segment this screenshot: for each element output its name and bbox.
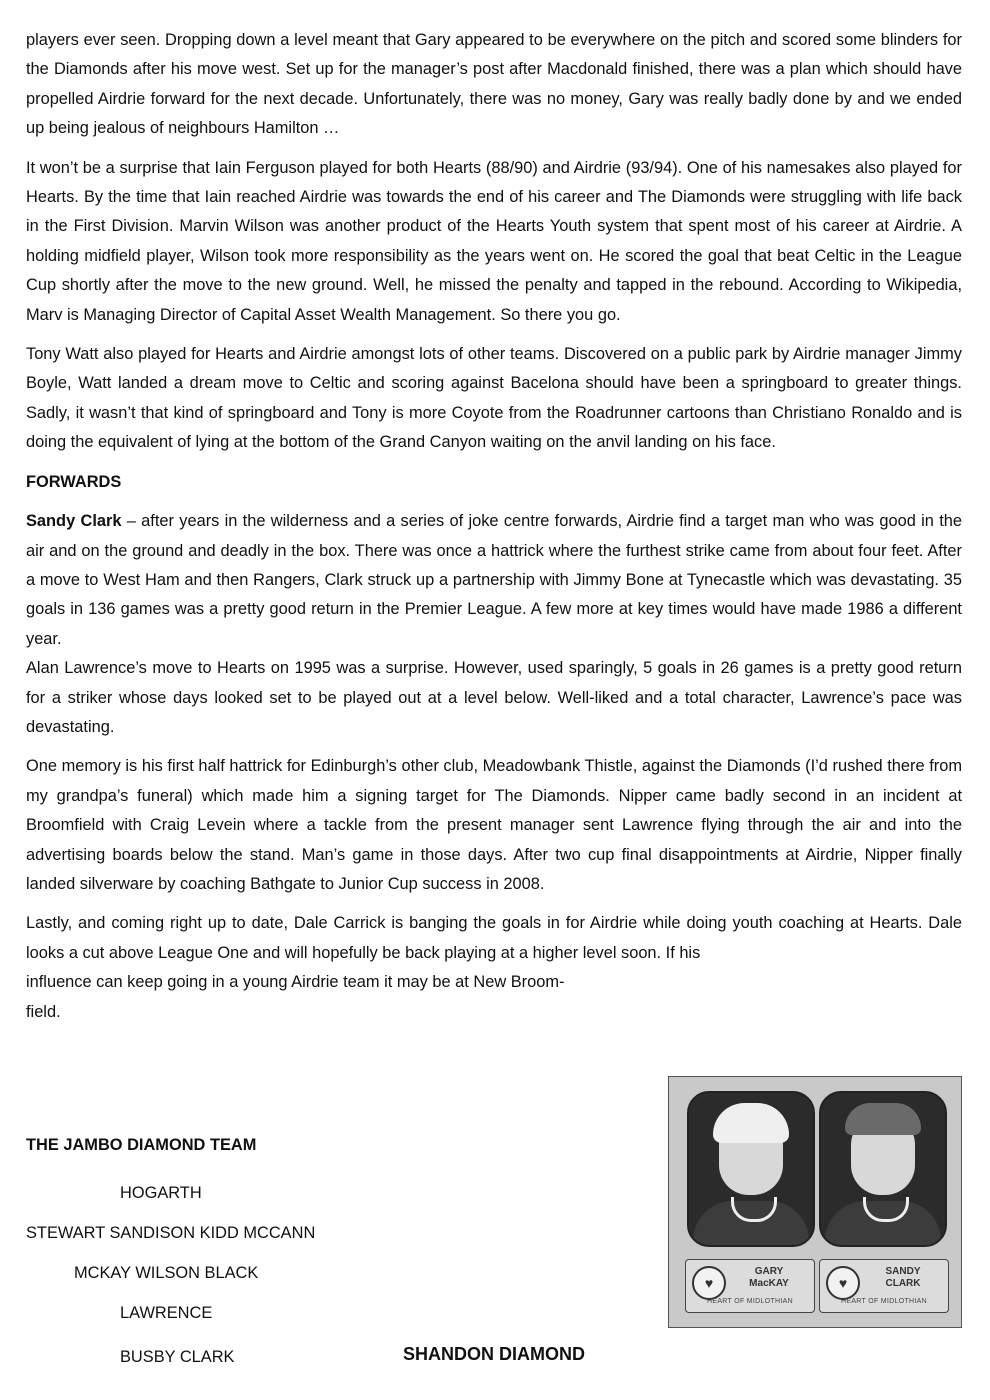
author-signature: SHANDON DIAMOND — [403, 1344, 585, 1364]
hair-shape — [713, 1103, 789, 1143]
club-name: HEART OF MIDLOTHIAN — [707, 1298, 793, 1305]
team-row: LAWRENCE — [120, 1304, 213, 1322]
paragraph: Tony Watt also played for Hearts and Airdrie amongst lots of other teams. Discovered on a public park by Airdrie manager Jimmy Boyle, Watt landed a dream move to Celtic and scoring against Bacelona should have been a springboard to greater things. Sadly, it wasn’t that kind of springboard and Tony is more Coyote from the Roadrunner cartoons than Christiano Ronaldo and is doing the equivalent of lying at the bottom of the Grand Canyon waiting on the anvil landing on his face. — [26, 345, 962, 452]
article-body — [26, 26, 962, 1027]
club-badge — [826, 1266, 860, 1300]
paragraph: field. — [26, 1002, 61, 1021]
hair-shape — [845, 1103, 921, 1135]
club-badge — [692, 1266, 726, 1300]
player-first-name: SANDY — [885, 1266, 921, 1277]
paragraph: players ever seen. Dropping down a level meant that Gary appeared to be everywhere on the pitch and scored some blinders for the Diamonds after his move west. Set up for the manager’s post after Macdonald finished, there was a plan which should have propelled Airdrie forward for the next decade. Unfortunately, there was no money, Gary was really badly done by and we ended up being jealous of neighbours Hamilton … — [26, 31, 962, 138]
heart-crest-icon: ♥ — [704, 1275, 714, 1291]
player-name-plate — [685, 1259, 815, 1313]
paragraph-lead: Sandy Clark — [26, 512, 122, 531]
player-first-name: GARY — [754, 1266, 784, 1277]
paragraph: It won’t be a surprise that Iain Ferguson played for both Hearts (88/90) and Airdrie (93/94). One of his namesakes also played for Hearts. By the time that Iain reached Airdrie was towards the end of his career and The Diamonds were struggling with life back in the First Division. Marvin Wilson was another product of the Hearts Youth system that spent most of his career at Airdrie. A holding midfield player, Wilson took more responsibility as the years went on. He scored the goal that beat Celtic in the League Cup shortly after the move to the new ground. Well, he missed the penalty and tapped in the rebound. According to Wikipedia, Marv is Managing Director of Capital Asset Wealth Management. So there you go. — [26, 158, 962, 324]
section-heading-forwards: FORWARDS — [26, 472, 122, 491]
player-cards-photo — [668, 1076, 962, 1328]
team-row: MCKAY WILSON BLACK — [74, 1264, 259, 1282]
team-row: BUSBY CLARK — [120, 1348, 235, 1366]
team-row: HOGARTH — [120, 1184, 202, 1202]
player-photo — [819, 1091, 947, 1247]
paragraph: influence can keep going in a young Airdrie team it may be at New Broom- — [26, 973, 565, 992]
player-name-plate — [819, 1259, 949, 1313]
player-last-name: CLARK — [885, 1278, 921, 1289]
paragraph: One memory is his first half hattrick for Edinburgh’s other club, Meadowbank Thistle, against the Diamonds (I’d rushed there from my grandpa’s funeral) which made him a signing target for The Diamonds. Nipper came badly second in an incident at Broomfield with Craig Levein where a tackle from the present manager sent Lawrence flying through the air and into the advertising boards below the stand. Man’s game in those days. After two cup final disappointments at Airdrie, Nipper finally landed silverware by coaching Bathgate to Junior Cup success in 2008. — [26, 757, 962, 893]
player-name — [730, 1266, 808, 1290]
team-row: STEWART SANDISON KIDD MCCANN — [26, 1224, 316, 1242]
player-last-name: MacKAY — [749, 1278, 789, 1289]
paragraph — [26, 507, 962, 654]
team-title: THE JAMBO DIAMOND TEAM — [26, 1136, 257, 1154]
player-name — [864, 1266, 942, 1290]
club-name: HEART OF MIDLOTHIAN — [841, 1298, 927, 1305]
paragraph: Lastly, and coming right up to date, Dale Carrick is banging the goals in for Airdrie while doing youth coaching at Hearts. Dale looks a cut above League One and will hopefully be back playing at a higher level soon. If his — [26, 914, 962, 962]
player-photo — [687, 1091, 815, 1247]
paragraph-text: – after years in the wilderness and a series of joke centre forwards, Airdrie find a target man who was good in the air and on the ground and deadly in the box. There was once a hattrick where the furthest strike came from about four feet. After a move to West Ham and then Rangers, Clark struck up a partnership with Jimmy Bone at Tynecastle which was devastating. 35 goals in 136 games was a pretty good return in the Premier League. A few more at key times would have made 1986 a different year. — [26, 512, 962, 648]
paragraph: Alan Lawrence’s move to Hearts on 1995 was a surprise. However, used sparingly, 5 goals in 26 games is a pretty good return for a striker whose days looked set to be played out at a level below. Well-liked and a total character, Lawrence’s pace was devastating. — [26, 659, 962, 736]
heart-crest-icon: ♥ — [838, 1275, 848, 1291]
